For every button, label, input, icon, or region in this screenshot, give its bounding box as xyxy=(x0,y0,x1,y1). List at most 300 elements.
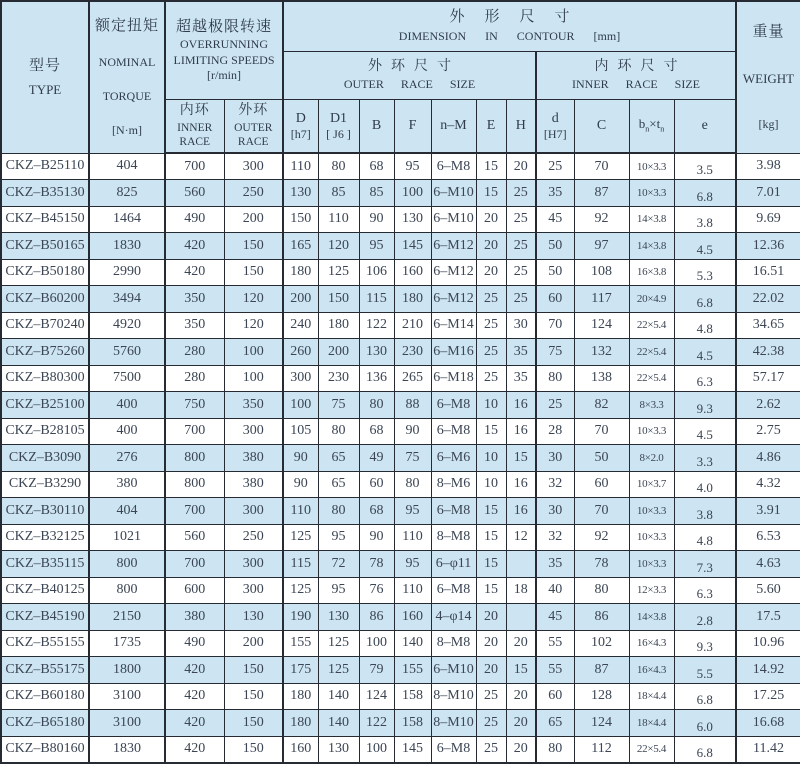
cell-H: 15 xyxy=(506,657,536,684)
cell-n_M: 6–M8 xyxy=(431,577,476,604)
cell-speed_outer: 100 xyxy=(224,365,283,392)
cell-speed_outer: 130 xyxy=(224,604,283,631)
cell-F: 265 xyxy=(394,365,431,392)
cell-speed_inner: 420 xyxy=(165,710,224,737)
nM-symbol: n–M xyxy=(440,118,467,133)
cell-E: 10 xyxy=(476,471,506,498)
cell-F: 110 xyxy=(394,577,431,604)
cell-n_M: 8–M8 xyxy=(431,524,476,551)
cell-B: 95 xyxy=(359,233,394,260)
cell-d: 75 xyxy=(536,339,574,366)
cell-speed_inner: 600 xyxy=(165,577,224,604)
cell-b_t: 22×5.4 xyxy=(629,312,674,339)
cell-torque: 1021 xyxy=(89,524,165,551)
cell-torque: 380 xyxy=(89,471,165,498)
cell-H: 25 xyxy=(506,233,536,260)
cell-torque: 1830 xyxy=(89,233,165,260)
table-row xyxy=(1,551,800,578)
torque-unit: [N·m] xyxy=(112,122,142,137)
cell-E: 15 xyxy=(476,577,506,604)
cell-n_M: 6–M14 xyxy=(431,312,476,339)
cell-F: 130 xyxy=(394,206,431,233)
cell-n_M: 6–M8 xyxy=(431,736,476,763)
cell-D: 180 xyxy=(283,683,318,710)
d-symbol: d xyxy=(551,110,559,126)
cell-speed_outer: 150 xyxy=(224,259,283,286)
F-symbol: F xyxy=(408,118,417,133)
cell-C: 87 xyxy=(574,180,629,207)
cell-d: 30 xyxy=(536,445,574,472)
cell-C: 92 xyxy=(574,206,629,233)
cell-n_M: 6–M16 xyxy=(431,339,476,366)
cell-H: 12 xyxy=(506,524,536,551)
cell-n_M: 8–M8 xyxy=(431,630,476,657)
cell-D: 260 xyxy=(283,339,318,366)
cell-speed_outer: 300 xyxy=(224,551,283,578)
cell-F: 145 xyxy=(394,233,431,260)
d-fit: [H7] xyxy=(543,127,567,141)
cell-b_t: 14×3.8 xyxy=(629,233,674,260)
H-symbol: H xyxy=(515,118,526,133)
cell-d: 25 xyxy=(536,153,574,180)
cell-b_t: 22×5.4 xyxy=(629,736,674,763)
cell-type: CKZ–B75260 xyxy=(1,339,89,366)
cell-D1: 125 xyxy=(318,657,359,684)
cell-type: CKZ–B60180 xyxy=(1,683,89,710)
cell-d: 55 xyxy=(536,630,574,657)
cell-weight: 2.62 xyxy=(736,392,800,419)
cell-d: 40 xyxy=(536,577,574,604)
cell-H: 16 xyxy=(506,471,536,498)
cell-E: 25 xyxy=(476,339,506,366)
cell-torque: 276 xyxy=(89,445,165,472)
torque-label-en2: TORQUE xyxy=(102,88,152,103)
cell-d: 80 xyxy=(536,736,574,763)
cell-D: 240 xyxy=(283,312,318,339)
col-header-D xyxy=(283,99,318,153)
cell-speed_outer: 350 xyxy=(224,392,283,419)
cell-e: 4.8 xyxy=(674,524,736,551)
col-header-type xyxy=(1,1,89,153)
cell-H: 16 xyxy=(506,498,536,525)
cell-H: 16 xyxy=(506,418,536,445)
cell-torque: 800 xyxy=(89,577,165,604)
cell-b_t: 18×4.4 xyxy=(629,710,674,737)
speed-outer-en1: OUTER xyxy=(234,121,273,134)
cell-b_t: 10×3.3 xyxy=(629,551,674,578)
cell-B: 68 xyxy=(359,153,394,180)
D-fit: [h7] xyxy=(290,127,311,141)
cell-E: 20 xyxy=(476,259,506,286)
cell-speed_outer: 300 xyxy=(224,418,283,445)
cell-b_t: 18×4.4 xyxy=(629,683,674,710)
cell-b_t: 10×3.3 xyxy=(629,153,674,180)
cell-C: 138 xyxy=(574,365,629,392)
cell-weight: 42.38 xyxy=(736,339,800,366)
cell-type: CKZ–B32125 xyxy=(1,524,89,551)
col-header-d xyxy=(536,99,574,153)
cell-C: 70 xyxy=(574,153,629,180)
col-header-overrunning-speeds xyxy=(165,1,283,99)
cell-H: 25 xyxy=(506,180,536,207)
cell-e: 7.3 xyxy=(674,551,736,578)
cell-n_M: 8–M10 xyxy=(431,710,476,737)
cell-b_t: 10×3.3 xyxy=(629,498,674,525)
cell-speed_inner: 700 xyxy=(165,498,224,525)
col-header-H xyxy=(506,99,536,153)
cell-D1: 230 xyxy=(318,365,359,392)
cell-type: CKZ–B45150 xyxy=(1,206,89,233)
col-header-nM xyxy=(431,99,476,153)
torque-label-en1: NOMINAL xyxy=(98,54,156,69)
cell-speed_inner: 280 xyxy=(165,365,224,392)
inner-size-label-en: INNER RACE SIZE xyxy=(572,77,700,92)
cell-speed_inner: 800 xyxy=(165,445,224,472)
cell-E: 20 xyxy=(476,233,506,260)
cell-n_M: 6–M12 xyxy=(431,259,476,286)
cell-e: 6.8 xyxy=(674,736,736,763)
cell-weight: 10.96 xyxy=(736,630,800,657)
cell-n_M: 6–M10 xyxy=(431,206,476,233)
cell-D1: 140 xyxy=(318,683,359,710)
cell-C: 80 xyxy=(574,577,629,604)
cell-F: 155 xyxy=(394,657,431,684)
cell-d: 35 xyxy=(536,180,574,207)
cell-n_M: 6–M18 xyxy=(431,365,476,392)
cell-speed_inner: 490 xyxy=(165,206,224,233)
cell-D1: 200 xyxy=(318,339,359,366)
cell-C: 50 xyxy=(574,445,629,472)
cell-D1: 75 xyxy=(318,392,359,419)
cell-weight: 7.01 xyxy=(736,180,800,207)
table-row xyxy=(1,524,800,551)
col-header-nominal-torque xyxy=(89,1,165,153)
cell-torque: 404 xyxy=(89,498,165,525)
cell-e: 4.5 xyxy=(674,418,736,445)
cell-n_M: 6–M8 xyxy=(431,498,476,525)
cell-B: 68 xyxy=(359,418,394,445)
cell-speed_outer: 150 xyxy=(224,657,283,684)
C-symbol: C xyxy=(596,118,607,133)
cell-e: 9.3 xyxy=(674,392,736,419)
cell-torque: 825 xyxy=(89,180,165,207)
cell-n_M: 6–M10 xyxy=(431,657,476,684)
col-header-F xyxy=(394,99,431,153)
cell-type: CKZ–B55155 xyxy=(1,630,89,657)
cell-n_M: 6–M8 xyxy=(431,153,476,180)
table-body xyxy=(1,153,800,763)
cell-D1: 85 xyxy=(318,180,359,207)
cell-torque: 7500 xyxy=(89,365,165,392)
table-row xyxy=(1,206,800,233)
cell-torque: 3100 xyxy=(89,683,165,710)
cell-D: 125 xyxy=(283,524,318,551)
cell-F: 75 xyxy=(394,445,431,472)
cell-D1: 65 xyxy=(318,471,359,498)
cell-d: 55 xyxy=(536,657,574,684)
table-row xyxy=(1,736,800,763)
table-row xyxy=(1,657,800,684)
cell-F: 95 xyxy=(394,153,431,180)
cell-b_t: 10×3.3 xyxy=(629,418,674,445)
cell-e: 3.3 xyxy=(674,445,736,472)
cell-D1: 125 xyxy=(318,630,359,657)
cell-weight: 16.68 xyxy=(736,710,800,737)
cell-H: 18 xyxy=(506,577,536,604)
cell-weight: 17.5 xyxy=(736,604,800,631)
cell-D: 175 xyxy=(283,657,318,684)
D1-fit: [ J6 ] xyxy=(326,127,351,141)
cell-b_t: 8×3.3 xyxy=(629,392,674,419)
cell-d: 25 xyxy=(536,392,574,419)
cell-D1: 110 xyxy=(318,206,359,233)
cell-d: 60 xyxy=(536,683,574,710)
cell-E: 20 xyxy=(476,206,506,233)
cell-C: 92 xyxy=(574,524,629,551)
cell-D: 165 xyxy=(283,233,318,260)
cell-d: 45 xyxy=(536,604,574,631)
cell-D1: 95 xyxy=(318,524,359,551)
cell-speed_outer: 150 xyxy=(224,710,283,737)
cell-C: 70 xyxy=(574,498,629,525)
cell-F: 180 xyxy=(394,286,431,313)
cell-speed_inner: 420 xyxy=(165,736,224,763)
speeds-label-zh: 超越极限转速 xyxy=(175,18,272,35)
cell-n_M: 6–M12 xyxy=(431,233,476,260)
cell-e: 2.8 xyxy=(674,604,736,631)
table-row xyxy=(1,339,800,366)
cell-E: 15 xyxy=(476,551,506,578)
cell-D: 300 xyxy=(283,365,318,392)
cell-weight: 22.02 xyxy=(736,286,800,313)
cell-F: 160 xyxy=(394,604,431,631)
cell-n_M: 6–φ11 xyxy=(431,551,476,578)
outer-size-label-zh: 外环尺寸 xyxy=(368,58,460,74)
cell-speed_outer: 120 xyxy=(224,286,283,313)
col-header-dimension-contour xyxy=(283,1,736,51)
e-symbol: e xyxy=(701,118,708,133)
cell-speed_inner: 420 xyxy=(165,683,224,710)
cell-D1: 120 xyxy=(318,233,359,260)
cell-weight: 11.42 xyxy=(736,736,800,763)
cell-D1: 95 xyxy=(318,577,359,604)
cell-C: 117 xyxy=(574,286,629,313)
cell-speed_outer: 150 xyxy=(224,233,283,260)
cell-n_M: 6–M6 xyxy=(431,445,476,472)
table-row xyxy=(1,365,800,392)
cell-speed_outer: 200 xyxy=(224,630,283,657)
cell-b_t: 16×4.3 xyxy=(629,630,674,657)
cell-D1: 80 xyxy=(318,153,359,180)
cell-speed_outer: 100 xyxy=(224,339,283,366)
col-header-e xyxy=(674,99,736,153)
cell-C: 97 xyxy=(574,233,629,260)
cell-D: 110 xyxy=(283,498,318,525)
cell-B: 90 xyxy=(359,524,394,551)
cell-D: 125 xyxy=(283,577,318,604)
cell-torque: 800 xyxy=(89,551,165,578)
dimension-label-en: DIMENSION IN CONTOUR [mm] xyxy=(398,29,621,44)
cell-b_t: 20×4.9 xyxy=(629,286,674,313)
col-header-B xyxy=(359,99,394,153)
cell-E: 15 xyxy=(476,498,506,525)
cell-B: 76 xyxy=(359,577,394,604)
cell-speed_inner: 420 xyxy=(165,233,224,260)
cell-B: 136 xyxy=(359,365,394,392)
cell-B: 115 xyxy=(359,286,394,313)
cell-type: CKZ–B45190 xyxy=(1,604,89,631)
cell-d: 28 xyxy=(536,418,574,445)
cell-H: 15 xyxy=(506,445,536,472)
cell-E: 20 xyxy=(476,630,506,657)
cell-speed_inner: 280 xyxy=(165,339,224,366)
cell-speed_inner: 420 xyxy=(165,259,224,286)
col-header-outer-race-size xyxy=(283,51,536,99)
cell-weight: 16.51 xyxy=(736,259,800,286)
cell-d: 30 xyxy=(536,498,574,525)
col-header-inner-race-size xyxy=(536,51,736,99)
bt-symbol: $b_n\times t_n$ xyxy=(638,116,665,135)
cell-speed_inner: 350 xyxy=(165,312,224,339)
cell-E: 25 xyxy=(476,683,506,710)
cell-F: 140 xyxy=(394,630,431,657)
cell-speed_outer: 120 xyxy=(224,312,283,339)
type-label-zh: 型号 xyxy=(28,57,61,74)
cell-type: CKZ–B25100 xyxy=(1,392,89,419)
cell-F: 230 xyxy=(394,339,431,366)
cell-F: 160 xyxy=(394,259,431,286)
table-row xyxy=(1,392,800,419)
cell-F: 80 xyxy=(394,471,431,498)
speeds-unit: [r/min] xyxy=(207,68,241,83)
table-row xyxy=(1,259,800,286)
cell-speed_inner: 420 xyxy=(165,657,224,684)
cell-D1: 140 xyxy=(318,710,359,737)
cell-D: 200 xyxy=(283,286,318,313)
col-header-speed-inner-race xyxy=(165,99,224,153)
cell-C: 112 xyxy=(574,736,629,763)
cell-d: 45 xyxy=(536,206,574,233)
cell-E: 25 xyxy=(476,710,506,737)
cell-type: CKZ–B25110 xyxy=(1,153,89,180)
cell-D1: 65 xyxy=(318,445,359,472)
cell-H: 20 xyxy=(506,710,536,737)
cell-speed_inner: 700 xyxy=(165,551,224,578)
cell-b_t: 10×3.7 xyxy=(629,471,674,498)
cell-E: 20 xyxy=(476,604,506,631)
cell-B: 85 xyxy=(359,180,394,207)
cell-B: 86 xyxy=(359,604,394,631)
cell-F: 90 xyxy=(394,418,431,445)
cell-e: 4.5 xyxy=(674,339,736,366)
speed-inner-en2: RACE xyxy=(179,136,211,149)
cell-H: 20 xyxy=(506,630,536,657)
col-header-weight xyxy=(736,1,800,153)
cell-type: CKZ–B55175 xyxy=(1,657,89,684)
cell-B: 100 xyxy=(359,630,394,657)
cell-speed_outer: 300 xyxy=(224,577,283,604)
speed-outer-en2: RACE xyxy=(237,136,269,149)
cell-F: 88 xyxy=(394,392,431,419)
cell-type: CKZ–B28105 xyxy=(1,418,89,445)
cell-e: 6.8 xyxy=(674,286,736,313)
cell-H: 20 xyxy=(506,683,536,710)
speeds-label-en2: LIMITING SPEEDS xyxy=(173,52,275,67)
cell-C: 86 xyxy=(574,604,629,631)
cell-H: 25 xyxy=(506,206,536,233)
cell-C: 128 xyxy=(574,683,629,710)
cell-E: 20 xyxy=(476,657,506,684)
cell-B: 90 xyxy=(359,206,394,233)
cell-D: 110 xyxy=(283,153,318,180)
cell-B: 49 xyxy=(359,445,394,472)
cell-d: 65 xyxy=(536,710,574,737)
table-row xyxy=(1,180,800,207)
cell-D1: 80 xyxy=(318,498,359,525)
cell-torque: 3100 xyxy=(89,710,165,737)
speed-inner-zh: 内环 xyxy=(179,102,210,118)
cell-F: 95 xyxy=(394,551,431,578)
cell-b_t: 10×3.3 xyxy=(629,180,674,207)
cell-D: 100 xyxy=(283,392,318,419)
cell-D1: 130 xyxy=(318,604,359,631)
cell-e: 4.0 xyxy=(674,471,736,498)
cell-B: 100 xyxy=(359,736,394,763)
cell-H xyxy=(506,551,536,578)
table-row xyxy=(1,471,800,498)
cell-e: 9.3 xyxy=(674,630,736,657)
table-row xyxy=(1,577,800,604)
cell-H: 25 xyxy=(506,286,536,313)
col-header-bt xyxy=(629,99,674,153)
table-row xyxy=(1,604,800,631)
cell-weight: 34.65 xyxy=(736,312,800,339)
outer-size-label-en: OUTER RACE SIZE xyxy=(343,77,476,92)
cell-e: 4.5 xyxy=(674,233,736,260)
cell-speed_outer: 300 xyxy=(224,153,283,180)
cell-weight: 57.17 xyxy=(736,365,800,392)
cell-weight: 14.92 xyxy=(736,657,800,684)
cell-torque: 1464 xyxy=(89,206,165,233)
cell-type: CKZ–B35115 xyxy=(1,551,89,578)
cell-D1: 180 xyxy=(318,312,359,339)
B-symbol: B xyxy=(371,118,382,133)
speed-outer-zh: 外环 xyxy=(238,102,269,118)
table-row xyxy=(1,312,800,339)
cell-H: 25 xyxy=(506,259,536,286)
cell-type: CKZ–B3290 xyxy=(1,471,89,498)
cell-torque: 404 xyxy=(89,153,165,180)
cell-speed_outer: 200 xyxy=(224,206,283,233)
cell-e: 5.3 xyxy=(674,259,736,286)
cell-type: CKZ–B50165 xyxy=(1,233,89,260)
cell-speed_outer: 380 xyxy=(224,445,283,472)
col-header-speed-outer-race xyxy=(224,99,283,153)
dimension-label-zh: 外形尺寸 xyxy=(449,9,590,26)
table-row xyxy=(1,233,800,260)
cell-C: 102 xyxy=(574,630,629,657)
table-row xyxy=(1,418,800,445)
torque-label-zh: 额定扭矩 xyxy=(94,18,159,35)
cell-speed_outer: 380 xyxy=(224,471,283,498)
cell-e: 6.0 xyxy=(674,710,736,737)
cell-E: 15 xyxy=(476,180,506,207)
cell-b_t: 14×3.8 xyxy=(629,604,674,631)
cell-E: 25 xyxy=(476,312,506,339)
cell-weight: 3.98 xyxy=(736,153,800,180)
cell-E: 15 xyxy=(476,153,506,180)
cell-D: 155 xyxy=(283,630,318,657)
